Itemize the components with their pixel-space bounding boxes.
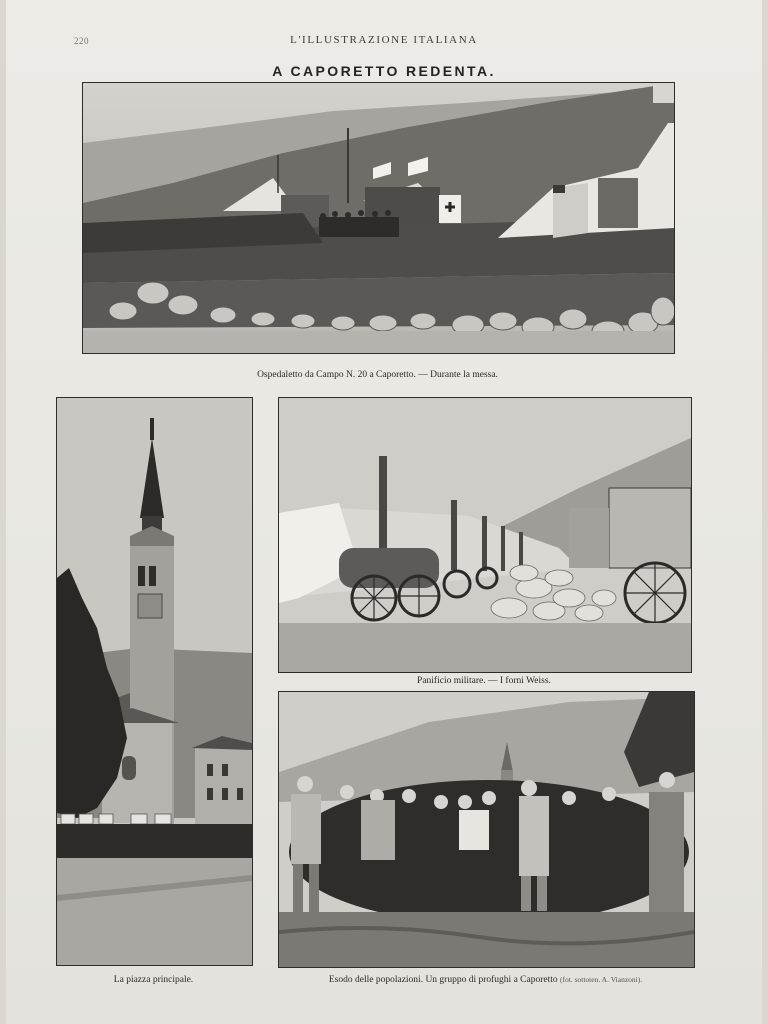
church-tower-image [57,398,252,965]
journal-title: L'ILLUSTRAZIONE ITALIANA [290,34,478,46]
military-bakery-caption: Panificio militare. — I forni Weiss. [417,676,551,686]
field-hospital-caption: Ospedaletto da Campo N. 20 a Caporetto. — Durante la messa. [257,370,498,380]
field-hospital-photo [82,82,675,354]
photo-credit: (fot. sottoten. A. Vianzoni). [560,975,643,984]
page-number: 220 [74,36,89,46]
refugees-caption [278,975,693,985]
field-hospital-image [83,83,674,353]
military-bakery-photo [278,397,692,673]
main-square-caption: La piazza principale. [113,975,194,985]
magazine-page [6,0,762,1024]
refugees-caption-text: Esodo delle popolazioni. Un gruppo di profughi a Caporetto [328,975,558,985]
bakery-ovens-image [279,398,691,672]
article-title: A CAPORETTO REDENTA. [272,63,496,79]
refugees-photo [278,691,695,968]
refugees-group-image [279,692,694,967]
main-square-photo [56,397,253,966]
